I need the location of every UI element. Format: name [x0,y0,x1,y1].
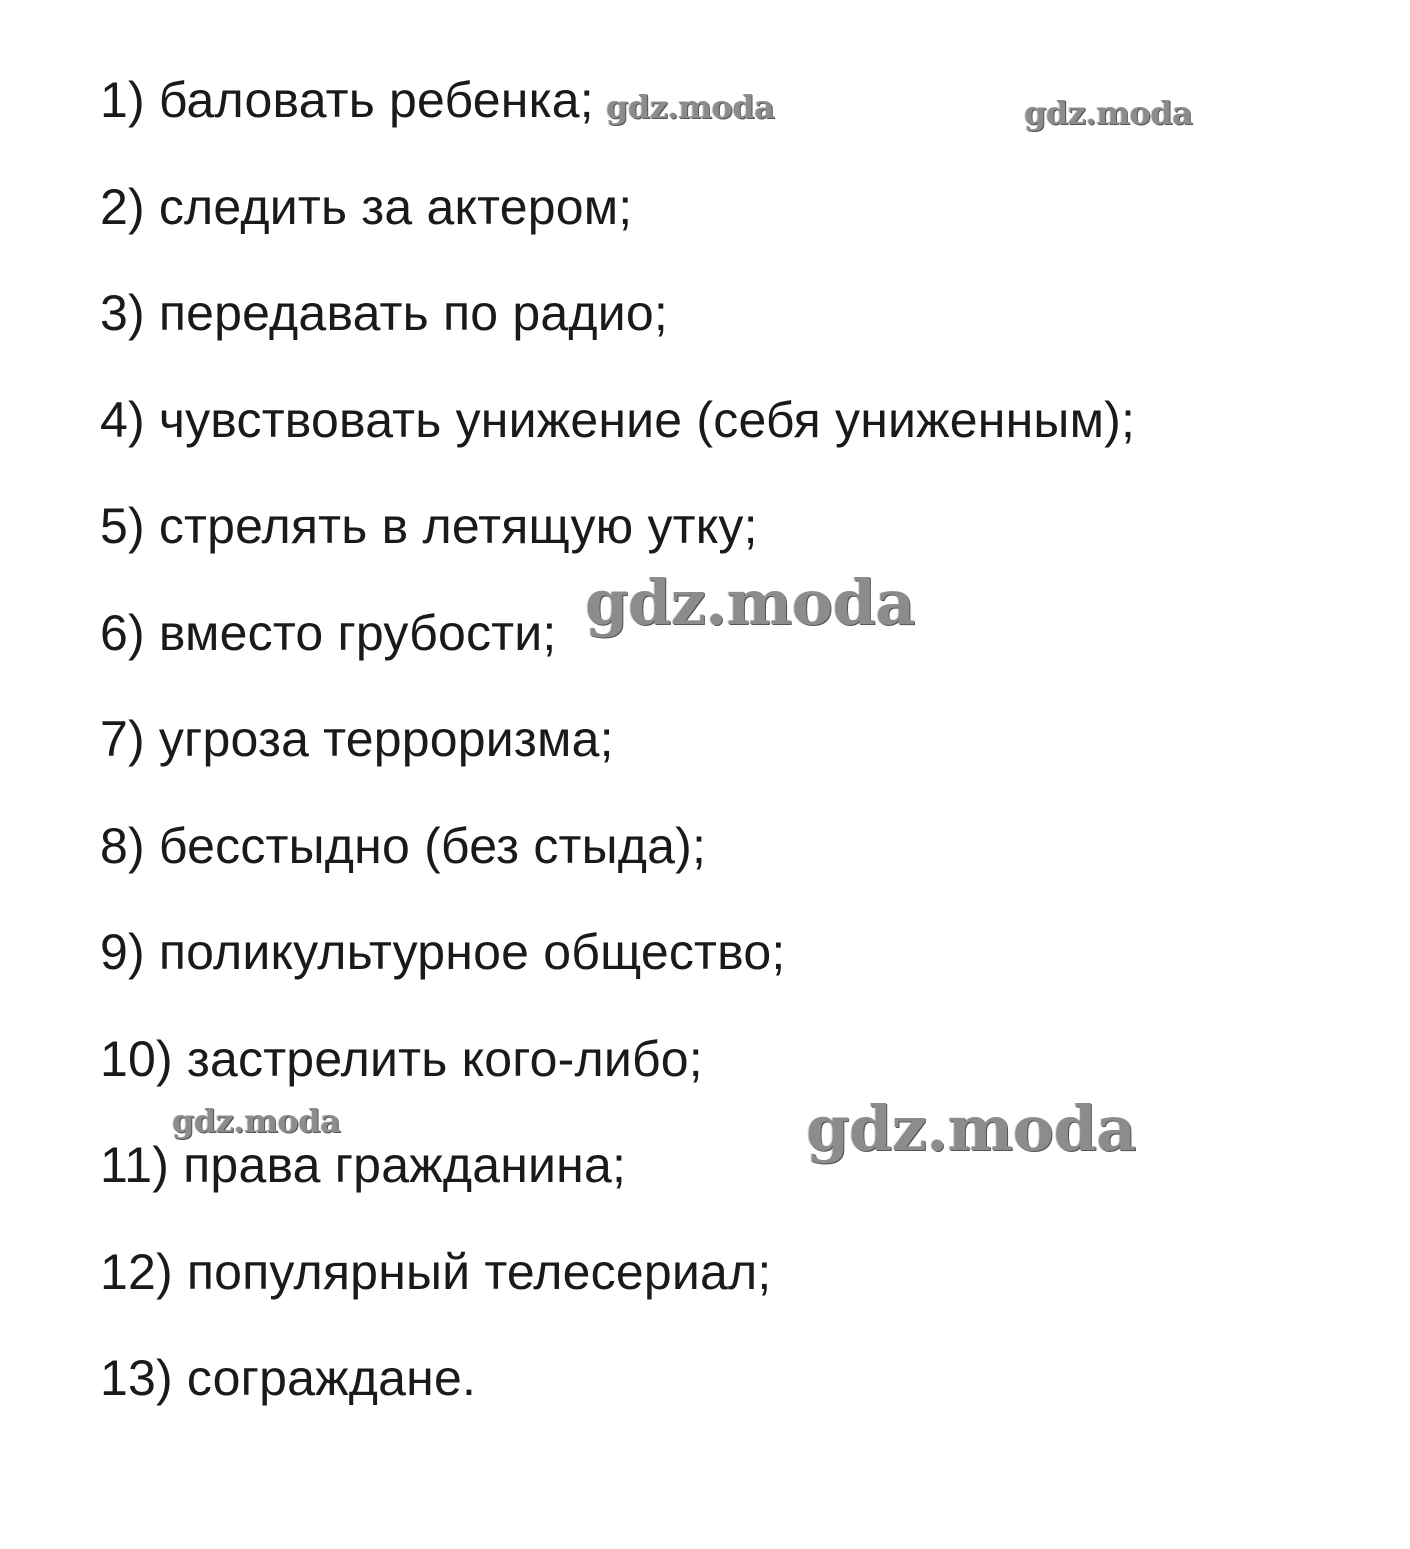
item-text: сограждане. [186,1350,477,1406]
item-number: 9) [100,924,145,980]
item-text: следить за актером; [158,178,633,235]
item-number: 2) [100,178,145,235]
item-number: 11) [100,1137,170,1193]
list-item [100,816,1135,923]
item-number: 7) [100,711,145,767]
item-number: 13) [100,1350,173,1406]
item-number: 10) [100,1030,173,1087]
item-text: угроза терроризма; [158,711,614,767]
list-item [100,177,1135,284]
item-text: застрелить кого-либо; [186,1030,703,1087]
item-number: 8) [100,817,145,874]
watermark: gdz.moda [806,1092,1136,1165]
item-text: стрелять в летящую утку; [158,498,758,554]
item-text: права гражданина; [183,1137,627,1193]
list-item [100,1348,1135,1455]
list-item [100,1242,1135,1349]
watermark: gdz.moda [172,1102,341,1140]
answer-list [100,70,1135,1455]
item-number: 12) [100,1243,173,1300]
item-text: баловать ребенка; [158,72,594,128]
item-number: 5) [100,498,145,554]
list-item [100,922,1135,1029]
item-text: бесстыдно (без стыда); [158,817,707,874]
list-item [100,390,1135,497]
watermark: gdz.moda [1024,94,1193,132]
watermark: gdz.moda [606,88,775,126]
item-number: 4) [100,391,145,448]
item-text: популярный телесериал; [186,1243,772,1300]
watermark: gdz.moda [585,566,915,639]
item-text: поликультурное общество; [158,924,786,980]
list-item [100,283,1135,390]
item-number: 6) [100,604,145,661]
item-text: вместо грубости; [158,604,557,661]
item-text: передавать по радио; [158,285,668,341]
item-number: 1) [100,72,145,128]
item-number: 3) [100,285,145,341]
item-text: чувствовать унижение (себя униженным); [158,391,1136,448]
list-item [100,709,1135,816]
